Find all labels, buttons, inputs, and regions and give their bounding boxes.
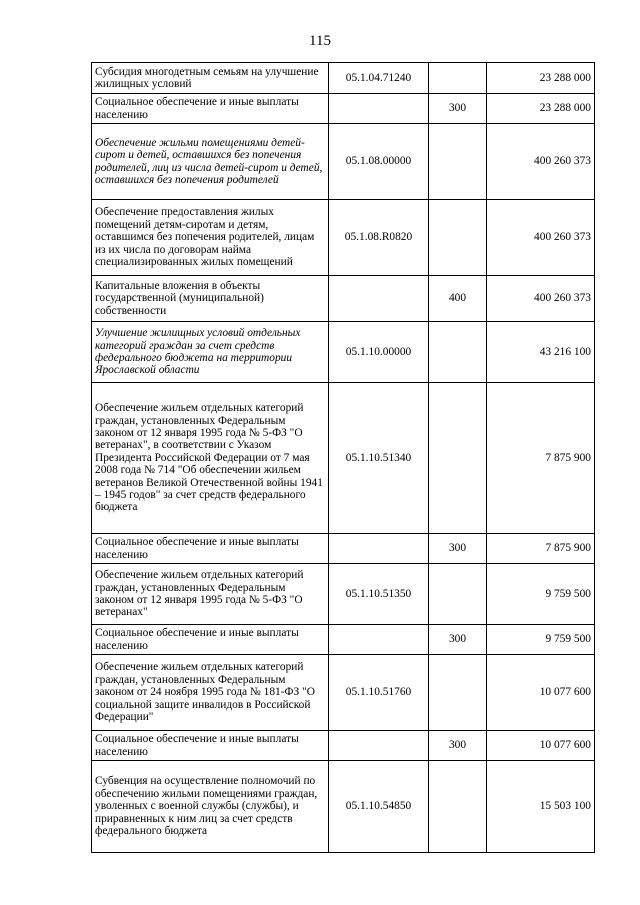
table-row — [92, 124, 595, 200]
table-row — [92, 655, 595, 731]
expense-name: Капитальные вложения в объекты государственной (муниципальной) собственности — [92, 276, 329, 322]
table-row — [92, 564, 595, 625]
target-code: 05.1.10.51340 — [329, 383, 429, 534]
table-row — [92, 94, 595, 124]
table-row — [92, 63, 595, 94]
expense-type — [429, 124, 487, 200]
expense-name: Улучшение жилищных условий отдельных категорий граждан за счет средств федерального бюджета на территории Ярославской области — [92, 322, 329, 383]
target-code: 05.1.08.R0820 — [329, 200, 429, 276]
expense-name: Обеспечение жильми помещениями детей-сирот и детей, оставшихся без попечения родителей, лиц из числа детей-сирот и детей, оставшихся без попечения родителей — [92, 124, 329, 200]
table-row — [92, 731, 595, 761]
expense-type: 300 — [429, 731, 487, 761]
budget-table — [91, 62, 595, 853]
target-code: 05.1.10.54850 — [329, 761, 429, 853]
table-row — [92, 534, 595, 564]
expense-type: 300 — [429, 534, 487, 564]
target-code: 05.1.10.51760 — [329, 655, 429, 731]
amount: 9 759 500 — [487, 625, 595, 655]
amount: 400 260 373 — [487, 124, 595, 200]
amount: 7 875 900 — [487, 534, 595, 564]
expense-type: 300 — [429, 625, 487, 655]
target-code — [329, 276, 429, 322]
expense-type — [429, 200, 487, 276]
expense-name: Социальное обеспечение и иные выплаты населению — [92, 94, 329, 124]
expense-name: Обеспечение жильем отдельных категорий граждан, установленных Федеральным законом от 24 ноября 1995 года № 181-ФЗ "О социальной защите инвалидов в Российской Федерации" — [92, 655, 329, 731]
expense-type — [429, 655, 487, 731]
target-code — [329, 625, 429, 655]
amount: 43 216 100 — [487, 322, 595, 383]
amount: 23 288 000 — [487, 94, 595, 124]
amount: 23 288 000 — [487, 63, 595, 94]
target-code — [329, 94, 429, 124]
expense-type — [429, 761, 487, 853]
amount: 7 875 900 — [487, 383, 595, 534]
target-code: 05.1.08.00000 — [329, 124, 429, 200]
table-row — [92, 322, 595, 383]
expense-type: 400 — [429, 276, 487, 322]
expense-name: Обеспечение предоставления жилых помещений детям-сиротам и детям, оставшимся без попечения родителей, лицам из их числа по договорам найма специализированных жилых помещений — [92, 200, 329, 276]
table-row — [92, 383, 595, 534]
table-row — [92, 761, 595, 853]
expense-type — [429, 564, 487, 625]
table-row — [92, 625, 595, 655]
expense-name: Субсидия многодетным семьям на улучшение жилищных условий — [92, 63, 329, 94]
amount: 400 260 373 — [487, 276, 595, 322]
target-code — [329, 731, 429, 761]
expense-type — [429, 63, 487, 94]
expense-name: Социальное обеспечение и иные выплаты населению — [92, 625, 329, 655]
target-code: 05.1.10.00000 — [329, 322, 429, 383]
target-code: 05.1.04.71240 — [329, 63, 429, 94]
amount: 15 503 100 — [487, 761, 595, 853]
amount: 10 077 600 — [487, 655, 595, 731]
expense-name: Субвенция на осуществление полномочий по обеспечению жильми помещениями граждан, уволенных с военной службы (службы), и приравненных к ним лиц за счет средств федерального бюджета — [92, 761, 329, 853]
expense-type — [429, 383, 487, 534]
expense-type — [429, 322, 487, 383]
amount: 10 077 600 — [487, 731, 595, 761]
expense-type: 300 — [429, 94, 487, 124]
expense-name: Социальное обеспечение и иные выплаты населению — [92, 731, 329, 761]
table-row — [92, 276, 595, 322]
page-number: 115 — [309, 33, 331, 49]
target-code: 05.1.10.51350 — [329, 564, 429, 625]
target-code — [329, 534, 429, 564]
amount: 400 260 373 — [487, 200, 595, 276]
expense-name: Обеспечение жильем отдельных категорий граждан, установленных Федеральным законом от 12 января 1995 года № 5-ФЗ "О ветеранах", в соответствии с Указом Президента Российской Федерации от 7 мая 2008 года № 714 "Об обеспечении жильем ветеранов Великой Отечественной войны 1941 – 1945 годов" за счет средств федерального бюджета — [92, 383, 329, 534]
expense-name: Социальное обеспечение и иные выплаты населению — [92, 534, 329, 564]
table-row — [92, 200, 595, 276]
amount: 9 759 500 — [487, 564, 595, 625]
expense-name: Обеспечение жильем отдельных категорий граждан, установленных Федеральным законом от 12 января 1995 года № 5-ФЗ "О ветеранах" — [92, 564, 329, 625]
